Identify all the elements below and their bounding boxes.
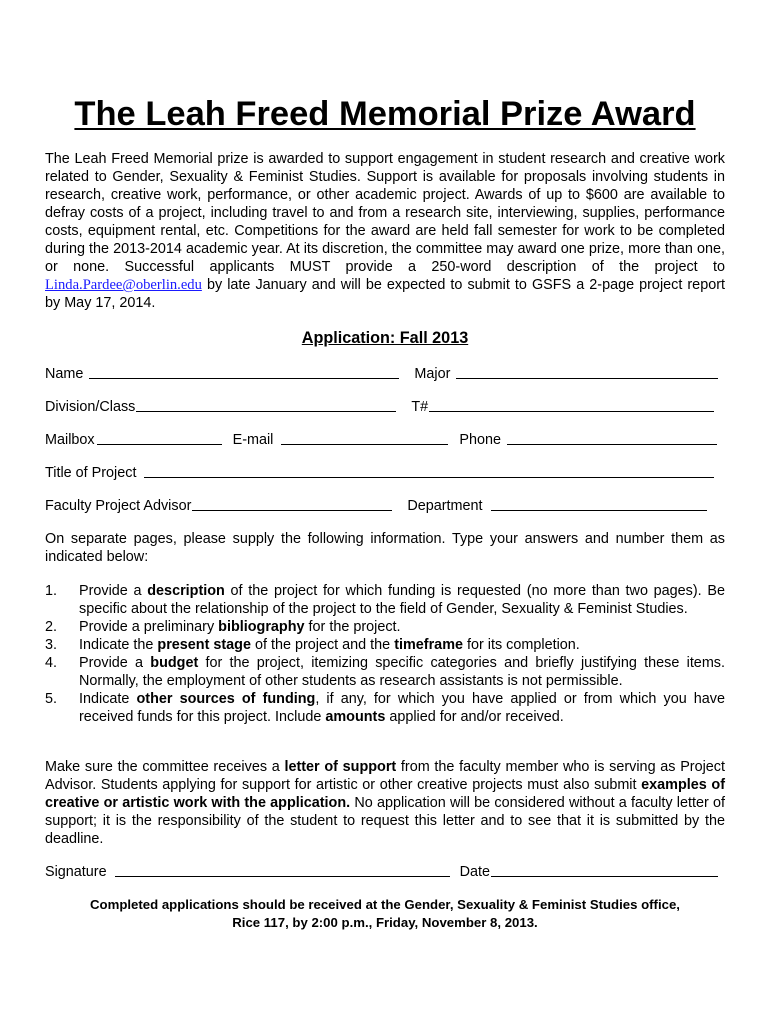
- requirement-segment: Provide a preliminary: [79, 619, 219, 635]
- requirement-bold-term: other sources of funding: [136, 691, 316, 707]
- mailbox-label: Mailbox: [45, 432, 95, 448]
- phone-label: Phone: [459, 432, 501, 448]
- intro-text: The Leah Freed Memorial prize is awarded to support engagement in student research and creative work related to Gender, Sexuality & Feminist Studies. Support is available for proposals involving students in research, creative work, performance, or other academic project. Awards of up to $600 are available to defray costs of a project, including travel to and from a research site, interviewing, supplies, performance costs, equipment rental, etc. Competitions for the award are held fall semester for work to be completed during the 2013-2014 academic year. At its discretion, the committee may award one prize, more than one, or none. Successful applicants MUST provide a 250-word description of the project to: [45, 151, 725, 275]
- requirement-number: 1.: [45, 583, 58, 599]
- project-title-field[interactable]: [144, 477, 714, 478]
- requirement-bold-term: amounts: [325, 709, 386, 725]
- t-number-label: T#: [411, 399, 429, 415]
- requirement-segment: of the project and the: [250, 637, 395, 653]
- requirement-text: [79, 582, 725, 618]
- department-field[interactable]: [491, 510, 707, 511]
- application-heading: Application: Fall 2013: [301, 329, 469, 347]
- requirement-segment: Indicate the: [79, 637, 158, 653]
- form-row-division-tnumber: [45, 395, 721, 415]
- instructions-paragraph: On separate pages, please supply the following information. Type your answers and number them as indicated below:: [45, 531, 725, 565]
- requirement-segment: Provide a: [79, 583, 148, 599]
- requirement-segment: Indicate: [79, 691, 137, 707]
- deadline-note-line1: Completed applications should be received at the Gender, Sexuality & Feminist Studies office,: [90, 897, 680, 912]
- t-number-field[interactable]: [429, 411, 714, 412]
- requirement-item: [45, 690, 725, 726]
- deadline-note: [45, 896, 725, 932]
- project-title-label: Title of Project: [45, 465, 137, 481]
- requirement-segment: of the project for which funding is requested (no more than two pages). Be specific about the relationship of the project to the field of Gender, Sexuality & Feminist Studies.: [79, 583, 726, 617]
- form-row-advisor-department: [45, 494, 721, 514]
- requirement-segment: for the project, itemizing specific categories and briefly justifying these items. Normally, the employment of other students as research assistants is not permissible.: [79, 655, 725, 689]
- requirement-item: [45, 582, 725, 618]
- requirement-bold-term: budget: [150, 655, 199, 671]
- name-field[interactable]: [89, 378, 399, 379]
- requirement-number: 3.: [45, 637, 58, 653]
- division-label: Division/Class: [45, 399, 136, 415]
- mailbox-field[interactable]: [97, 444, 222, 445]
- signature-label: Signature: [45, 864, 107, 880]
- division-field[interactable]: [136, 411, 396, 412]
- requirement-bold-term: bibliography: [218, 619, 305, 635]
- requirement-text: [79, 654, 725, 690]
- major-label: Major: [414, 366, 451, 382]
- page-title: The Leah Freed Memorial Prize Award: [74, 95, 696, 133]
- advisor-field[interactable]: [192, 510, 392, 511]
- requirement-bold-term: present stage: [157, 637, 251, 653]
- support-bold-examples: examples of creative or artistic work with the application.: [45, 777, 725, 811]
- form-row-name-major: [45, 362, 721, 382]
- requirement-number: 5.: [45, 691, 58, 707]
- date-field[interactable]: [491, 876, 718, 877]
- advisor-label: Faculty Project Advisor: [45, 498, 192, 514]
- date-label: Date: [459, 864, 491, 880]
- email-link[interactable]: Linda.Pardee@oberlin.edu: [45, 277, 202, 293]
- form-row-signature-date: [45, 860, 721, 880]
- email-field[interactable]: [281, 444, 448, 445]
- support-bold-letter: letter of support: [284, 759, 397, 775]
- form-row-contact: [45, 428, 721, 448]
- requirement-bold-term: timeframe: [394, 637, 463, 653]
- requirement-item: [45, 636, 725, 654]
- signature-field[interactable]: [115, 876, 450, 877]
- requirement-segment: for its completion.: [463, 637, 580, 653]
- requirement-text: [79, 618, 725, 636]
- form-row-project-title: [45, 461, 721, 481]
- phone-field[interactable]: [507, 444, 717, 445]
- name-label: Name: [45, 366, 84, 382]
- requirement-item: [45, 654, 725, 690]
- requirement-bold-term: description: [147, 583, 225, 599]
- requirements-list: [45, 582, 725, 726]
- requirement-segment: Provide a: [79, 655, 151, 671]
- email-label: E-mail: [232, 432, 274, 448]
- requirement-number: 2.: [45, 619, 58, 635]
- requirement-item: [45, 618, 725, 636]
- department-label: Department: [407, 498, 483, 514]
- requirement-text: [79, 636, 725, 654]
- major-field[interactable]: [456, 378, 718, 379]
- requirement-segment: for the project.: [304, 619, 401, 635]
- intro-paragraph: [45, 150, 725, 312]
- support-paragraph: [45, 758, 725, 848]
- requirement-segment: applied for and/or received.: [385, 709, 564, 725]
- requirement-number: 4.: [45, 655, 58, 671]
- requirement-segment: , if any, for which you have applied or from which you have received funds for this project. Include: [79, 691, 726, 725]
- deadline-note-line2: Rice 117, by 2:00 p.m., Friday, November 8, 2013.: [232, 915, 538, 930]
- support-text: Make sure the committee receives a: [45, 759, 285, 775]
- support-text: from the faculty member who is serving as Project Advisor. Students applying for support for artistic or other creative projects must also submit: [45, 759, 725, 793]
- intro-text-end: by late January and will be expected to submit to GSFS a 2-page project report by May 17, 2014.: [45, 277, 725, 311]
- requirement-text: [79, 690, 725, 726]
- support-text: No application will be considered without a faculty letter of support; it is the responsibility of the student to request this letter and to see that it is submitted by the deadline.: [45, 795, 725, 847]
